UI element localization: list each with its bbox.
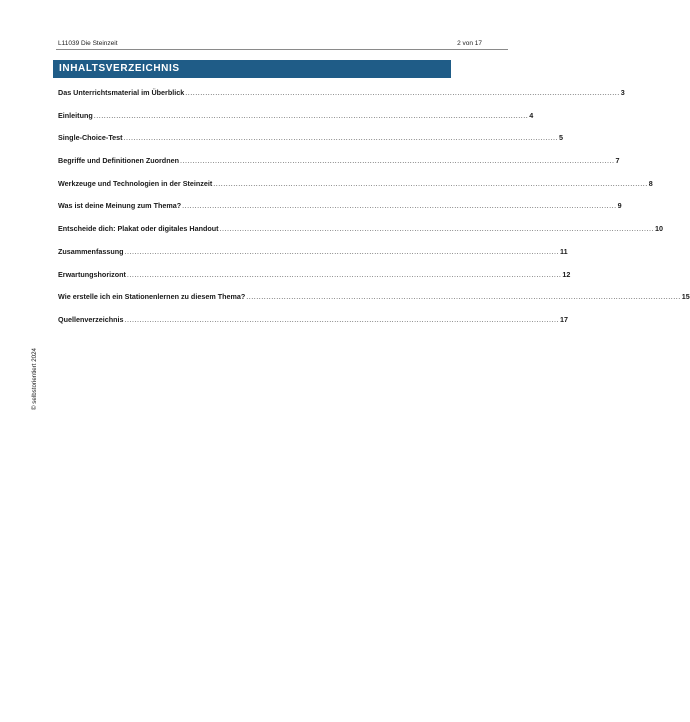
toc-leader-dots: .............................................................................................................................................................................. <box>213 178 648 188</box>
toc-entry-page: 17 <box>559 314 568 324</box>
toc-leader-dots: .............................................................................................................................................................................. <box>124 314 559 324</box>
copyright-notice: © selbstorientiert 2024 <box>31 348 38 410</box>
toc-leader-dots: .............................................................................................................................................................................. <box>126 269 562 279</box>
toc-heading: INHALTSVERZEICHNIS <box>59 63 180 74</box>
toc-entry-label: Einleitung <box>58 110 93 120</box>
document-title: L11039 Die Steinzeit <box>58 40 118 47</box>
page-header <box>58 38 508 49</box>
toc-entry[interactable] <box>58 269 571 293</box>
toc-entry-label: Werkzeuge und Technologien in der Steinzeit <box>58 178 213 188</box>
toc-leader-dots: .............................................................................................................................................................................. <box>246 292 681 302</box>
toc-entry[interactable] <box>58 224 664 247</box>
toc-entry-label: Was ist deine Meinung zum Thema? <box>58 201 182 211</box>
toc-leader-dots: .............................................................................................................................................................................. <box>124 246 559 256</box>
toc-entry[interactable] <box>58 292 690 315</box>
toc-entry-page: 5 <box>559 133 564 143</box>
toc-entry[interactable] <box>58 201 622 224</box>
toc-entry[interactable] <box>58 133 564 156</box>
toc-entry-page: 7 <box>615 156 620 166</box>
toc-entry-label: Begriffe und Definitionen Zuordnen <box>58 156 179 166</box>
toc-leader-dots: .............................................................................................................................................................................. <box>185 88 620 97</box>
toc-leader-dots: .............................................................................................................................................................................. <box>93 110 529 120</box>
toc-entry-label: Wie erstelle ich ein Stationenlernen zu diesem Thema? <box>58 292 246 302</box>
toc-entry-page: 8 <box>648 178 653 188</box>
toc-entry-label: Entscheide dich: Plakat oder digitales Handout <box>58 224 219 234</box>
toc-leader-dots: .............................................................................................................................................................................. <box>182 201 617 211</box>
page-indicator: 2 von 17 <box>457 40 482 47</box>
toc-entry-label: Single-Choice-Test <box>58 133 123 143</box>
toc-entry[interactable] <box>58 156 620 179</box>
toc-entry-label: Das Unterrichtsmaterial im Überblick <box>58 88 185 97</box>
toc-entry[interactable] <box>58 110 534 134</box>
toc-entry[interactable] <box>58 246 568 270</box>
toc-entry-page: 11 <box>559 246 568 256</box>
toc-entry-page: 3 <box>620 88 625 97</box>
toc-entry-page: 10 <box>655 224 664 234</box>
toc-entry-page: 4 <box>529 110 534 120</box>
toc-entry-label: Quellenverzeichnis <box>58 314 124 324</box>
toc-title-bar <box>53 60 451 78</box>
table-of-contents <box>58 88 690 338</box>
toc-entry[interactable] <box>58 88 625 111</box>
toc-entry-page: 12 <box>562 269 571 279</box>
toc-entry[interactable] <box>58 314 568 338</box>
toc-entry-page: 15 <box>681 292 690 302</box>
toc-leader-dots: .............................................................................................................................................................................. <box>179 156 615 166</box>
header-divider <box>56 49 508 50</box>
toc-entry-label: Erwartungshorizont <box>58 269 126 279</box>
toc-entry-page: 9 <box>617 201 622 211</box>
toc-entry[interactable] <box>58 178 653 202</box>
toc-leader-dots: .............................................................................................................................................................................. <box>123 133 559 143</box>
toc-leader-dots: .............................................................................................................................................................................. <box>219 224 655 234</box>
toc-entry-label: Zusammenfassung <box>58 246 124 256</box>
